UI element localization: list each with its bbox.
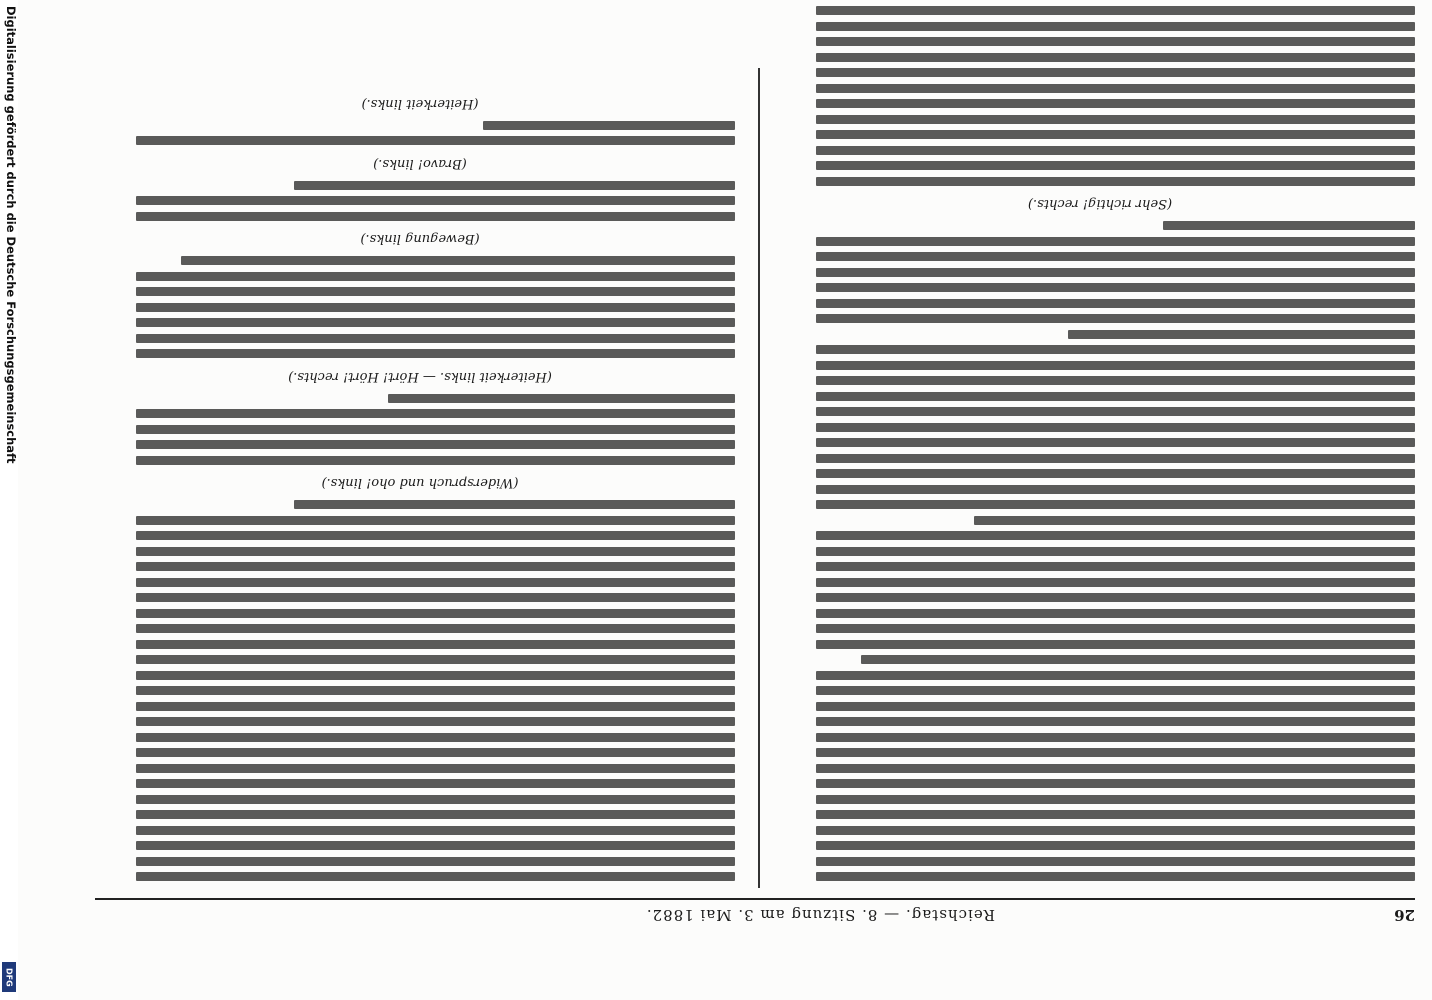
text-block	[105, 121, 735, 146]
digitization-credit-text: Digitalisierung gefördert durch die Deutsche Forschungsgemeinschaft	[4, 6, 18, 464]
remark: (Heiterkeit links.)	[361, 96, 479, 111]
text-block	[785, 0, 1415, 186]
column-divider	[758, 68, 760, 888]
remark: (Bewegung links.)	[360, 231, 480, 247]
page-header	[95, 898, 1415, 928]
remark: (Heiterkeit links. — Hört! Hört! rechts.)	[288, 369, 552, 384]
text-block	[105, 257, 735, 359]
text-block	[105, 394, 735, 465]
page-number: 26	[1394, 906, 1415, 924]
text-block	[105, 501, 735, 882]
rotated-document-content	[95, 48, 1415, 928]
right-column	[105, 58, 735, 888]
digitization-credit-sidebar	[0, 0, 18, 1000]
session-heading: Reichstag. — 8. Sitzung am 3. Mai 1882.	[645, 906, 995, 924]
text-block	[105, 181, 735, 221]
remark: (Sehr richtig! rechts.)	[1027, 196, 1173, 212]
dfg-logo: DFG	[2, 962, 16, 992]
remark: (Widerspruch und oho! links.)	[321, 475, 519, 491]
left-column	[785, 58, 1415, 888]
remark: (Bravo! links.)	[373, 156, 467, 171]
text-block	[785, 222, 1415, 882]
